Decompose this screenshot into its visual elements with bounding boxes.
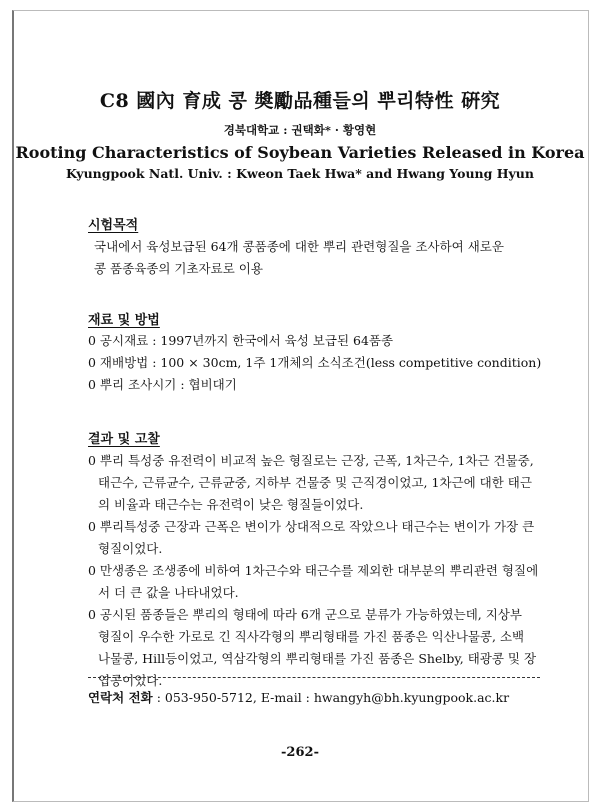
contact-info <box>88 688 509 706</box>
page-number: -262- <box>281 745 319 760</box>
methods-item: 0 공시재료 : 1997년까지 한국에서 육성 보급된 64품종 <box>88 333 394 348</box>
results-list <box>88 450 548 692</box>
paper-title-english: Rooting Characteristics of Soybean Varieties Released in Korea <box>15 143 585 162</box>
results-line: 0 만생종은 조생종에 비하여 1차근수와 태근수를 제외한 대부분의 뿌리관련 형질에 <box>88 563 539 578</box>
results-line: 형질이 우수한 가로로 긴 직사각형의 뿌리형태를 가진 품종은 익산나물콩, 소백 <box>98 629 525 644</box>
authors-korean: 경북대학교 : 권택화* · 황영현 <box>223 123 377 137</box>
results-line: 0 뿌리특성중 근장과 근폭은 변이가 상대적으로 작았으나 태근수는 변이가 가장 큰 <box>88 519 535 534</box>
results-item <box>88 604 548 692</box>
objective-line: 콩 품종육종의 기초자료로 이용 <box>94 261 263 276</box>
authors-english: Kyungpook Natl. Univ. : Kweon Taek Hwa* and Hwang Young Hyun <box>66 166 534 181</box>
results-item <box>88 450 548 516</box>
contact-details: : 053-950-5712, E-mail : hwangyh@bh.kyungpook.ac.kr <box>152 690 510 705</box>
results-line: 서 더 큰 값을 나타내었다. <box>98 585 239 600</box>
section-heading-objective: 시험목적 <box>88 218 139 233</box>
objective-text <box>88 236 546 280</box>
results-item <box>88 516 548 560</box>
methods-list <box>88 330 548 396</box>
contact-label: 연락처 전화 <box>88 690 153 705</box>
results-line: 나물콩, Hill등이었고, 역삼각형의 뿌리형태를 가진 품종은 Shelby, 태광콩 및 장 <box>98 651 537 666</box>
paper-title: C8 國內 育成 콩 奬勵品種들의 뿌리特性 硏究 <box>99 90 501 112</box>
results-line: 의 비율과 태근수는 유전력이 낮은 형질들이었다. <box>98 497 364 512</box>
results-line: 형질이었다. <box>98 541 163 556</box>
results-line: 태근수, 근류균수, 근류균중, 지하부 건물중 및 근직경이었고, 1차근에 대한 태근 <box>98 475 532 490</box>
section-heading-results: 결과 및 고찰 <box>88 432 160 447</box>
methods-item: 0 뿌리 조사시기 : 협비대기 <box>88 377 237 392</box>
results-line: 0 뿌리 특성중 유전력이 비교적 높은 형질로는 근장, 근폭, 1차근수, 1차근 건물중, <box>88 453 534 468</box>
dashed-divider <box>88 677 540 678</box>
results-line: 엽콩이었다. <box>98 673 163 688</box>
objective-line: 국내에서 육성보급된 64개 콩품종에 대한 뿌리 관련형질을 조사하여 새로운 <box>94 239 504 254</box>
section-heading-methods: 재료 및 방법 <box>88 313 160 328</box>
results-item <box>88 560 548 604</box>
methods-item: 0 재배방법 : 100 × 30cm, 1주 1개체의 소식조건(less competitive condition) <box>88 355 542 370</box>
results-line: 0 공시된 품종들은 뿌리의 형태에 따라 6개 군으로 분류가 가능하였는데, 지상부 <box>88 607 522 622</box>
